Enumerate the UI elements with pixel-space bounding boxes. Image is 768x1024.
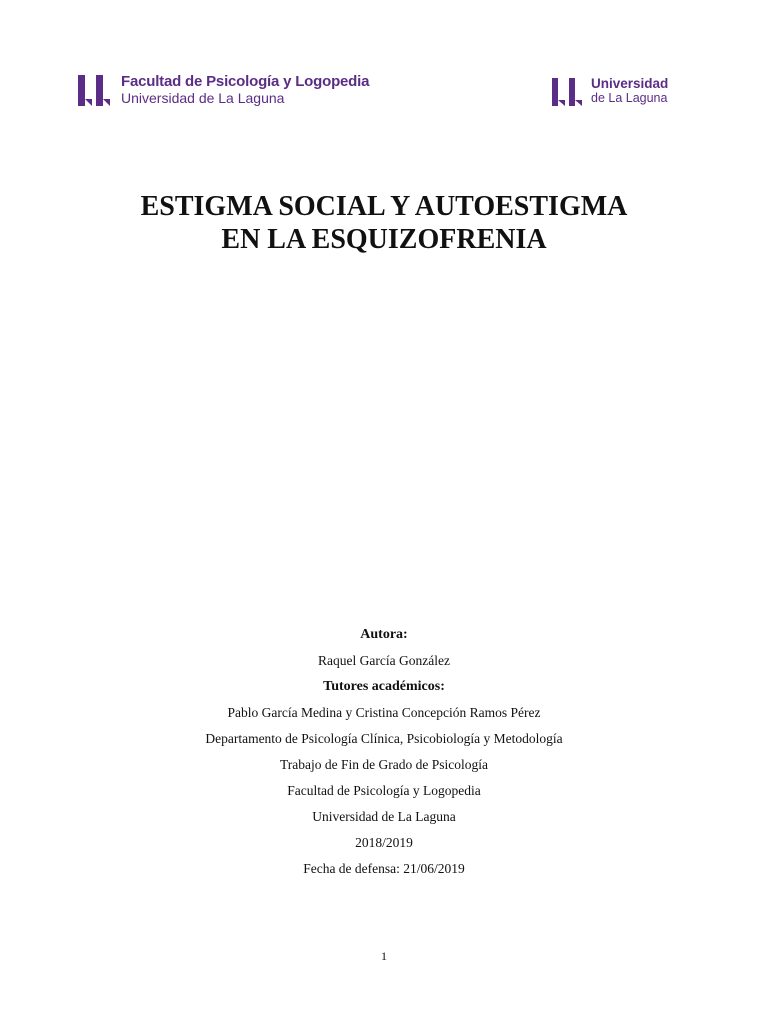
- document-title: [0, 190, 768, 256]
- author-label: Autora:: [360, 627, 408, 642]
- title-line-2: EN LA ESQUIZOFRENIA: [221, 224, 547, 255]
- work-type: Trabajo de Fin de Grado de Psicología: [280, 757, 488, 772]
- faculty: Facultad de Psicología y Logopedia: [287, 783, 481, 798]
- ll-logo-icon: [77, 75, 111, 106]
- title-line-1: ESTIGMA SOCIAL Y AUTOESTIGMA: [140, 191, 628, 222]
- faculty-logo-name: Facultad de Psicología y Logopedia: [121, 73, 370, 90]
- author-name: Raquel García González: [318, 653, 450, 668]
- page-number: 1: [381, 949, 387, 963]
- tutors-label: Tutores académicos:: [323, 679, 445, 694]
- tutors-names: Pablo García Medina y Cristina Concepción Ramos Pérez: [227, 705, 541, 720]
- university-logo-line2: de La Laguna: [591, 91, 668, 105]
- credits-block: [0, 622, 768, 882]
- university-logo-line1: Universidad: [591, 76, 669, 91]
- university-logo: [551, 77, 668, 106]
- faculty-logo-university: Universidad de La Laguna: [121, 90, 285, 106]
- faculty-logo: [77, 73, 369, 107]
- defense-date: Fecha de defensa: 21/06/2019: [303, 861, 465, 876]
- department: Departamento de Psicología Clínica, Psicobiología y Metodología: [205, 731, 563, 746]
- university: Universidad de La Laguna: [312, 809, 456, 824]
- academic-year: 2018/2019: [355, 835, 413, 850]
- ll-logo-icon: [551, 78, 583, 106]
